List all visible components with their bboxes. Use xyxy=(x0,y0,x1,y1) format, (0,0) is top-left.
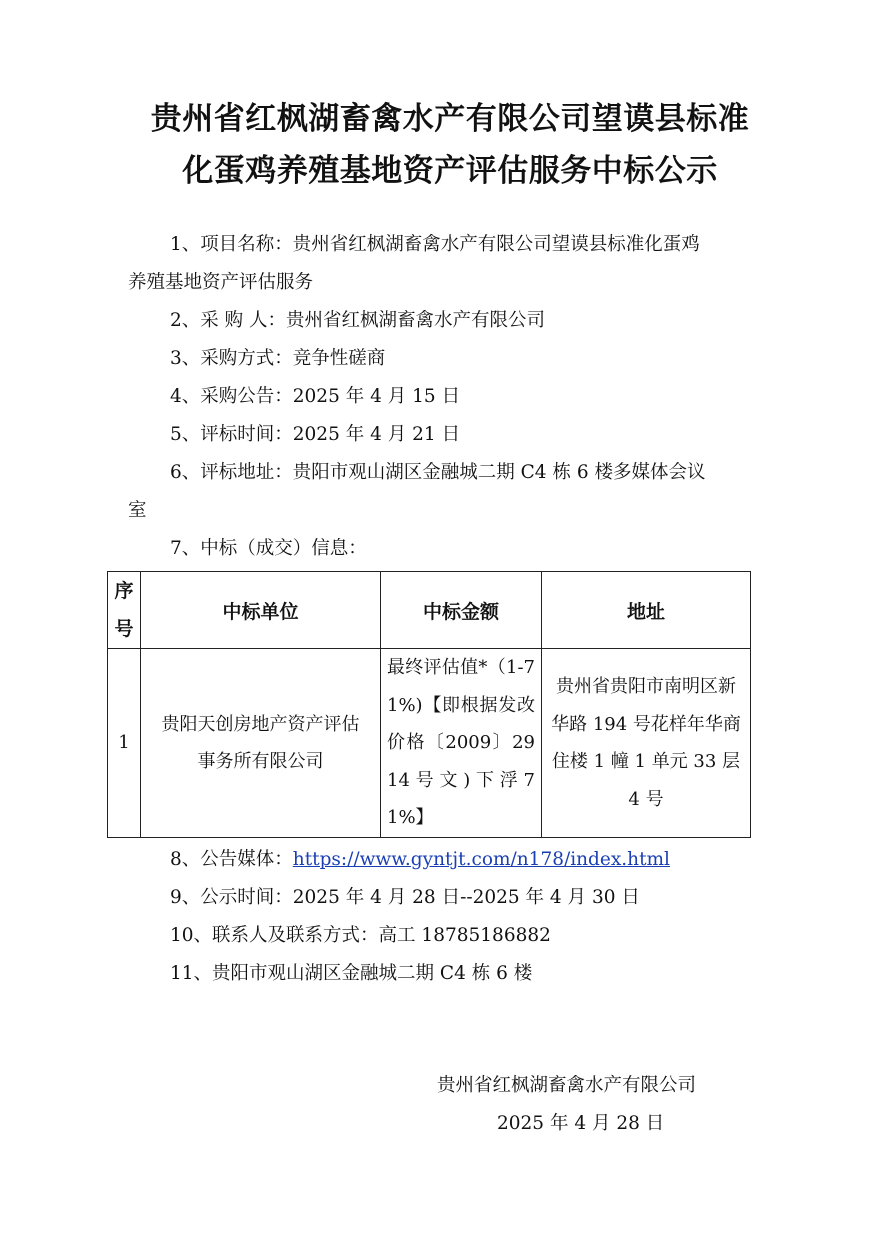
item-purchaser: 2、采 购 人：贵州省红枫湖畜禽水产有限公司 xyxy=(170,310,546,331)
cell-address: 贵州省贵阳市南明区新华路 194 号花样年华商住楼 1 幢 1 单元 33 层 4 号 xyxy=(542,649,751,838)
item-project-name-cont xyxy=(128,264,778,302)
award-table xyxy=(107,571,751,838)
header-winner: 中标单位 xyxy=(141,572,381,649)
table-header-row xyxy=(108,572,751,649)
item-media-label: 8、公告媒体： xyxy=(170,849,293,870)
item-award-info: 7、中标（成交）信息： xyxy=(170,538,367,559)
item-evaluation-location-cont: 室 xyxy=(128,500,147,521)
signature-date: 2025 年 4 月 28 日 xyxy=(497,1113,665,1134)
announcement-link[interactable]: https://www.gyntjt.com/n178/index.html xyxy=(292,849,670,870)
signature-company: 贵州省红枫湖畜禽水产有限公司 xyxy=(437,1075,697,1096)
item-procurement-method: 3、采购方式：竞争性磋商 xyxy=(170,348,386,369)
item-procurement-notice: 4、采购公告：2025 年 4 月 15 日 xyxy=(170,386,461,407)
title-line-1: 贵州省红枫湖畜禽水产有限公司望谟县标准 xyxy=(150,101,750,137)
header-seq: 序号 xyxy=(108,572,141,649)
item-project-name xyxy=(128,226,820,264)
item-project-name-line1: 1、项目名称：贵州省红枫湖畜禽水产有限公司望谟县标准化蛋鸡 xyxy=(170,234,700,255)
item-evaluation-time: 5、评标时间：2025 年 4 月 21 日 xyxy=(170,424,461,445)
header-address: 地址 xyxy=(542,572,751,649)
item-project-name-line2: 养殖基地资产评估服务 xyxy=(128,272,314,293)
document-title xyxy=(110,93,790,197)
cell-winner: 贵阳天创房地产资产评估事务所有限公司 xyxy=(141,649,381,838)
title-line-2: 化蛋鸡养殖基地资产评估服务中标公示 xyxy=(182,153,718,189)
cell-amount: 最终评估值*（1-71%)【即根据发改价格〔2009〕2914号文)下浮71%】 xyxy=(381,649,542,838)
table-row xyxy=(108,649,751,838)
header-amount: 中标金额 xyxy=(381,572,542,649)
cell-seq: 1 xyxy=(108,649,141,838)
item-address: 11、贵阳市观山湖区金融城二期 C4 栋 6 楼 xyxy=(170,963,533,984)
item-evaluation-location: 6、评标地址：贵阳市观山湖区金融城二期 C4 栋 6 楼多媒体会议 xyxy=(170,462,706,483)
item-media xyxy=(128,841,820,879)
item-publicity-period: 9、公示时间：2025 年 4 月 28 日--2025 年 4 月 30 日 xyxy=(170,887,640,908)
item-contact: 10、联系人及联系方式：高工 18785186882 xyxy=(170,925,551,946)
